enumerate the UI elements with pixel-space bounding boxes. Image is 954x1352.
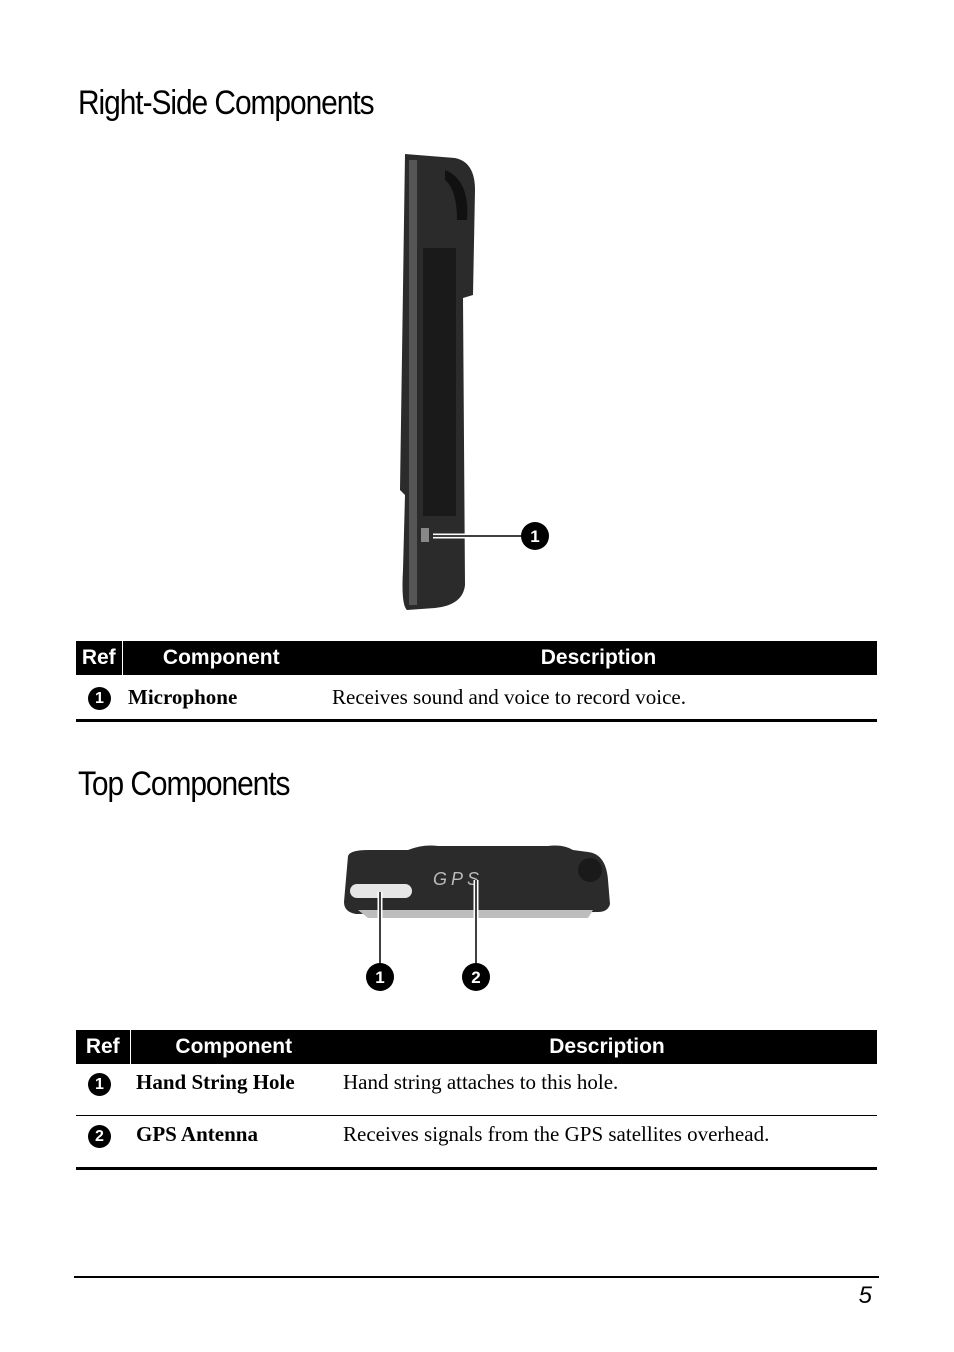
header-ref: Ref <box>76 641 122 675</box>
ref-cell <box>76 675 122 721</box>
callout-2-label: 2 <box>471 968 481 987</box>
page-number: 5 <box>858 1282 872 1309</box>
component-description: Hand string attaches to this hole. <box>337 1064 877 1116</box>
table-header-row <box>76 1030 877 1064</box>
header-component: Component <box>130 1030 337 1064</box>
footer-divider <box>74 1276 879 1278</box>
ref-cell <box>76 1064 130 1116</box>
header-ref: Ref <box>76 1030 130 1064</box>
table-row <box>76 1116 877 1169</box>
ref-number-icon: 1 <box>88 687 111 710</box>
header-description: Description <box>320 641 877 675</box>
component-name: GPS Antenna <box>130 1116 337 1169</box>
gps-logo: GPS <box>432 869 484 889</box>
callout-1-label: 1 <box>375 968 385 987</box>
right-side-components-table <box>76 641 877 722</box>
component-description: Receives sound and voice to record voice. <box>320 675 877 721</box>
table-header-row <box>76 641 877 675</box>
section-title-top: Top Components <box>78 765 290 803</box>
section-title-right-side: Right-Side Components <box>78 84 374 122</box>
component-name: Hand String Hole <box>130 1064 337 1116</box>
ref-cell <box>76 1116 130 1169</box>
header-component: Component <box>122 641 320 675</box>
ref-number-icon: 1 <box>88 1073 111 1096</box>
table-row <box>76 675 877 721</box>
callout-1-label: 1 <box>530 527 540 546</box>
top-components-table <box>76 1030 877 1170</box>
device-top-illustration <box>338 840 618 995</box>
table-row <box>76 1064 877 1116</box>
component-name: Microphone <box>122 675 320 721</box>
device-right-side-illustration <box>395 150 565 615</box>
component-description: Receives signals from the GPS satellites overhead. <box>337 1116 877 1169</box>
header-description: Description <box>337 1030 877 1064</box>
ref-number-icon: 2 <box>88 1125 111 1148</box>
